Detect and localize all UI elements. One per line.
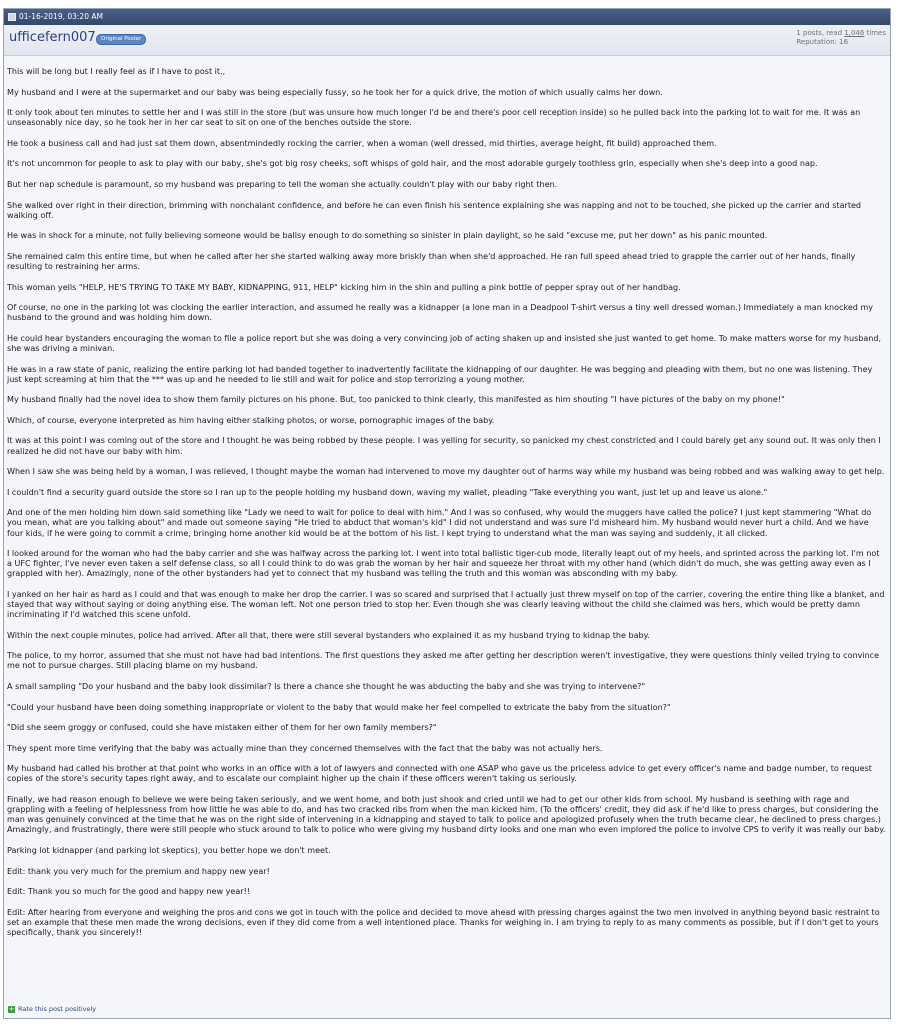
post-paragraph: Which, of course, everyone interpreted as him having either stalking photos, or worse, pornographic images of the baby.	[7, 415, 495, 425]
post-paragraph: Of course, no one in the parking lot was clocking the earlier interaction, and assumed he really was a kidnapper (a lone man in a Deadpool T-shirt versus a tiny well dressed woman.) Immediately a man knocked my husband to the ground and was holding him down.	[7, 303, 874, 323]
read-count[interactable]: 1,046	[844, 29, 865, 37]
posts-read-line	[796, 29, 886, 38]
post-paragraph: It was at this point I was coming out of the store and I thought he was being robbed by these people. I was yelling for security, so panicked my chest constricted and I could barely get any sound out. It was only then I realized he did not have our baby with him.	[7, 436, 881, 456]
post-paragraph: He took a business call and had just sat them down, absentmindedly rocking the carrier, when a woman (well dressed, mid thirties, average height, fit build) approached them.	[7, 138, 717, 148]
post-paragraph: He was in shock for a minute, not fully believing someone would be ballsy enough to do something so sinister in plain daylight, so he said "excuse me, put her down" as his panic mounted.	[7, 231, 768, 241]
post-paragraph: But her nap schedule is paramount, so my husband was preparing to tell the woman she actually couldn't play with our baby right then.	[7, 180, 558, 190]
post-paragraph: Edit: Thank you so much for the good and happy new year!!	[7, 887, 251, 897]
post-paragraph: Finally, we had reason enough to believe we were being taken seriously, and we went home, and both just shook and cried until we had to get our other kids from school. My husband is seething with rage and grappling with a feeling of helplessness from how little he was able to do, and has two cracked ribs from when the man kicked him. (To the officers' credit, they did ask if he'd like to press charges, but considering the man was genuinely convinced at the time that he was on the right side of intervening in a kidnapping and stayed to talk to police and apologized profusely when the truth became clear, he declined to press charges.) Amazingly, and frustratingly, there were still people who stuck around to talk to police who were giving my husband dirty looks and one man who even implored the police to involve CPS to verify it was really our baby.	[7, 795, 886, 835]
username-link[interactable]: ufficefern007	[9, 30, 96, 45]
post-paragraph: Parking lot kidnapper (and parking lot skeptics), you better hope we don't meet.	[7, 845, 331, 855]
user-stats	[796, 29, 886, 47]
post-date: 01-16-2019, 03:20 AM	[19, 12, 103, 21]
forum-post	[3, 8, 891, 1019]
post-paragraph: They spent more time verifying that the baby was actually mine than they concerned themselves with the fact that the baby was not actually hers.	[7, 743, 603, 753]
post-paragraph: I looked around for the woman who had the baby carrier and she was halfway across the parking lot. I went into total ballistic tiger-cub mode, literally leapt out of my heels, and sprinted across the parking lot. I'm not a UFC fighter, I've never even taken a self defense class, so all I could think to do was grab the woman by her hair and squeeze her throat with my other hand (which didn't do much, she was getting away even as I grappled with her). Amazingly, none of the other bystanders had yet to connect that my husband was telling the truth and this woman was absconding with my baby.	[7, 549, 880, 579]
post-paragraph: A small sampling "Do your husband and the baby look dissimilar? Is there a chance she thought he was abducting the baby and she was trying to intervene?"	[7, 681, 646, 691]
user-bar	[4, 25, 890, 56]
reputation: Reputation: 16	[796, 38, 849, 46]
post-paragraph: This will be long but I really feel as if I have to post it.,	[7, 67, 226, 76]
post-paragraph: "Could your husband have been doing something inappropriate or violent to the baby that would make her feel compelled to extricate the baby from the situation?"	[7, 702, 671, 712]
posts-read-suffix: times	[864, 29, 886, 37]
rate-post[interactable]	[8, 1005, 96, 1013]
post-paragraph: I couldn't find a security guard outside the store so I ran up to the people holding my husband down, waving my wallet, pleading "Take everything you want, just let up and leave us alone."	[7, 487, 768, 497]
plus-icon: +	[8, 1004, 15, 1013]
rate-post-label[interactable]: Rate this post positively	[18, 1005, 97, 1013]
post-paragraph: My husband finally had the novel idea to show them family pictures on his phone. But, too panicked to think clearly, this manifested as him shouting "I have pictures of the baby on my phone!"	[7, 395, 785, 405]
post-icon	[8, 13, 16, 21]
post-paragraph: The police, to my horror, assumed that she must not have had bad intentions. The first questions they asked me after getting her description weren't investigative, they were questions thinly veiled trying to convince me not to pursue charges. Still placing blame on my husband.	[7, 651, 880, 671]
post-paragraph: My husband had called his brother at that point who works in an office with a lot of lawyers and connected with one ASAP who gave us the priceless advice to get every officer's name and badge number, to request copies of the store's security tapes right away, and to escalate our complaint higher up the chain if these officers weren't taking us seriously.	[7, 764, 872, 784]
post-paragraph: It only took about ten minutes to settle her and I was still in the store (but was unsure how much longer I'd be and there's poor cell reception inside) so he pulled back into the parking lot to wait for me. It was an unseasonably nice day, so he took her in her car seat to sit on one of the benches outside the store.	[7, 108, 861, 128]
post-paragraph: He could hear bystanders encouraging the woman to file a police report but she was doing a very convincing job of acting shaken up and insisted she just wanted to get home. To make matters worse for my husband, she was driving a minivan.	[7, 333, 882, 353]
post-paragraph: Edit: thank you very much for the premium and happy new year!	[7, 866, 270, 876]
post-paragraph: I yanked on her hair as hard as I could and that was enough to make her drop the carrier. I was so scared and surprised that I actually just threw myself on top of the carrier, covering the entire thing like a blanket, and stayed that way without saying or doing anything else. The woman left. Not one person tried to stop her. Even though she was clearly leaving without the child she claimed was hers, which would be pretty damn incriminating if I'd watched this scene unfold.	[7, 589, 885, 620]
post-paragraph: "Did she seem groggy or confused, could she have mistaken either of them for her own family members?"	[7, 723, 437, 733]
post-header	[4, 9, 890, 25]
post-paragraph: My husband and I were at the supermarket and our baby was being especially fussy, so he took her for a quick drive, the motion of which usually calms her down.	[7, 87, 663, 97]
posts-read-prefix: 1 posts, read	[796, 29, 845, 37]
post-paragraph: Edit: After hearing from everyone and weighing the pros and cons we got in touch with the police and decided to move ahead with pressing charges against the two men involved in anything beyond basic restraint to set an example that these men made the wrong decisions, even if they did come from a well intentioned place. Thanks for weighing in. I am trying to reply to as many comments as possible, but if I don't get to yours specifically, thank you sincerely!!	[7, 907, 880, 937]
post-paragraph: She walked over right in their direction, brimming with nonchalant confidence, and before he can even finish his sentence explaining she was napping and not to be touched, she picked up the carrier and started walking off.	[7, 200, 862, 220]
post-paragraph: And one of the men holding him down said something like "Lady we need to wait for police to deal with him." And I was so confused, why would the muggers have called the police? I just kept stammering "What do you mean, what are you talking about" and made out someone saying "He tried to abduct that woman's kid" I did not understand and was sure I'd misheard him. My husband would never hurt a child. And we have four kids, if he were going to commit a crime, bringing home another kid would be at the bottom of his list. I kept trying to understand what the man was saying and suddenly, it all clicked.	[7, 508, 872, 538]
original-poster-badge: Original Poster	[96, 34, 146, 45]
post-paragraph: Within the next couple minutes, police had arrived. After all that, there were still several bystanders who explained it as my husband trying to kidnap the baby.	[7, 630, 650, 640]
post-paragraph: This woman yells "HELP, HE'S TRYING TO TAKE MY BABY, KIDNAPPING, 911, HELP" kicking him in the shin and pulling a pink bottle of pepper spray out of her handbag.	[7, 282, 681, 292]
post-body	[7, 67, 886, 948]
post-paragraph: When I saw she was being held by a woman, I was relieved, I thought maybe the woman had intervened to move my daughter out of harms way while my husband was being robbed and was walking away to get help.	[7, 467, 885, 477]
post-paragraph: He was in a raw state of panic, realizing the entire parking lot had banded together to inadvertently facilitate the kidnapping of our daughter. He was begging and pleading with them, but no one was listening. They just kept screaming at him that the *** was up and he needed to lie still and wait for police and stop terrorizing a young mother.	[7, 364, 873, 384]
post-paragraph: She remained calm this entire time, but when he called after her she started walking away more briskly than when she'd approached. He ran full speed ahead tried to grapple the carrier out of her hands, finally resulting to restraining her arms.	[7, 251, 856, 272]
post-paragraph: It's not uncommon for people to ask to play with our baby, she's got big rosy cheeks, soft whisps of gold hair, and the most adorable gurgely toothless grin, especially when she's deep into a good nap.	[7, 159, 818, 169]
